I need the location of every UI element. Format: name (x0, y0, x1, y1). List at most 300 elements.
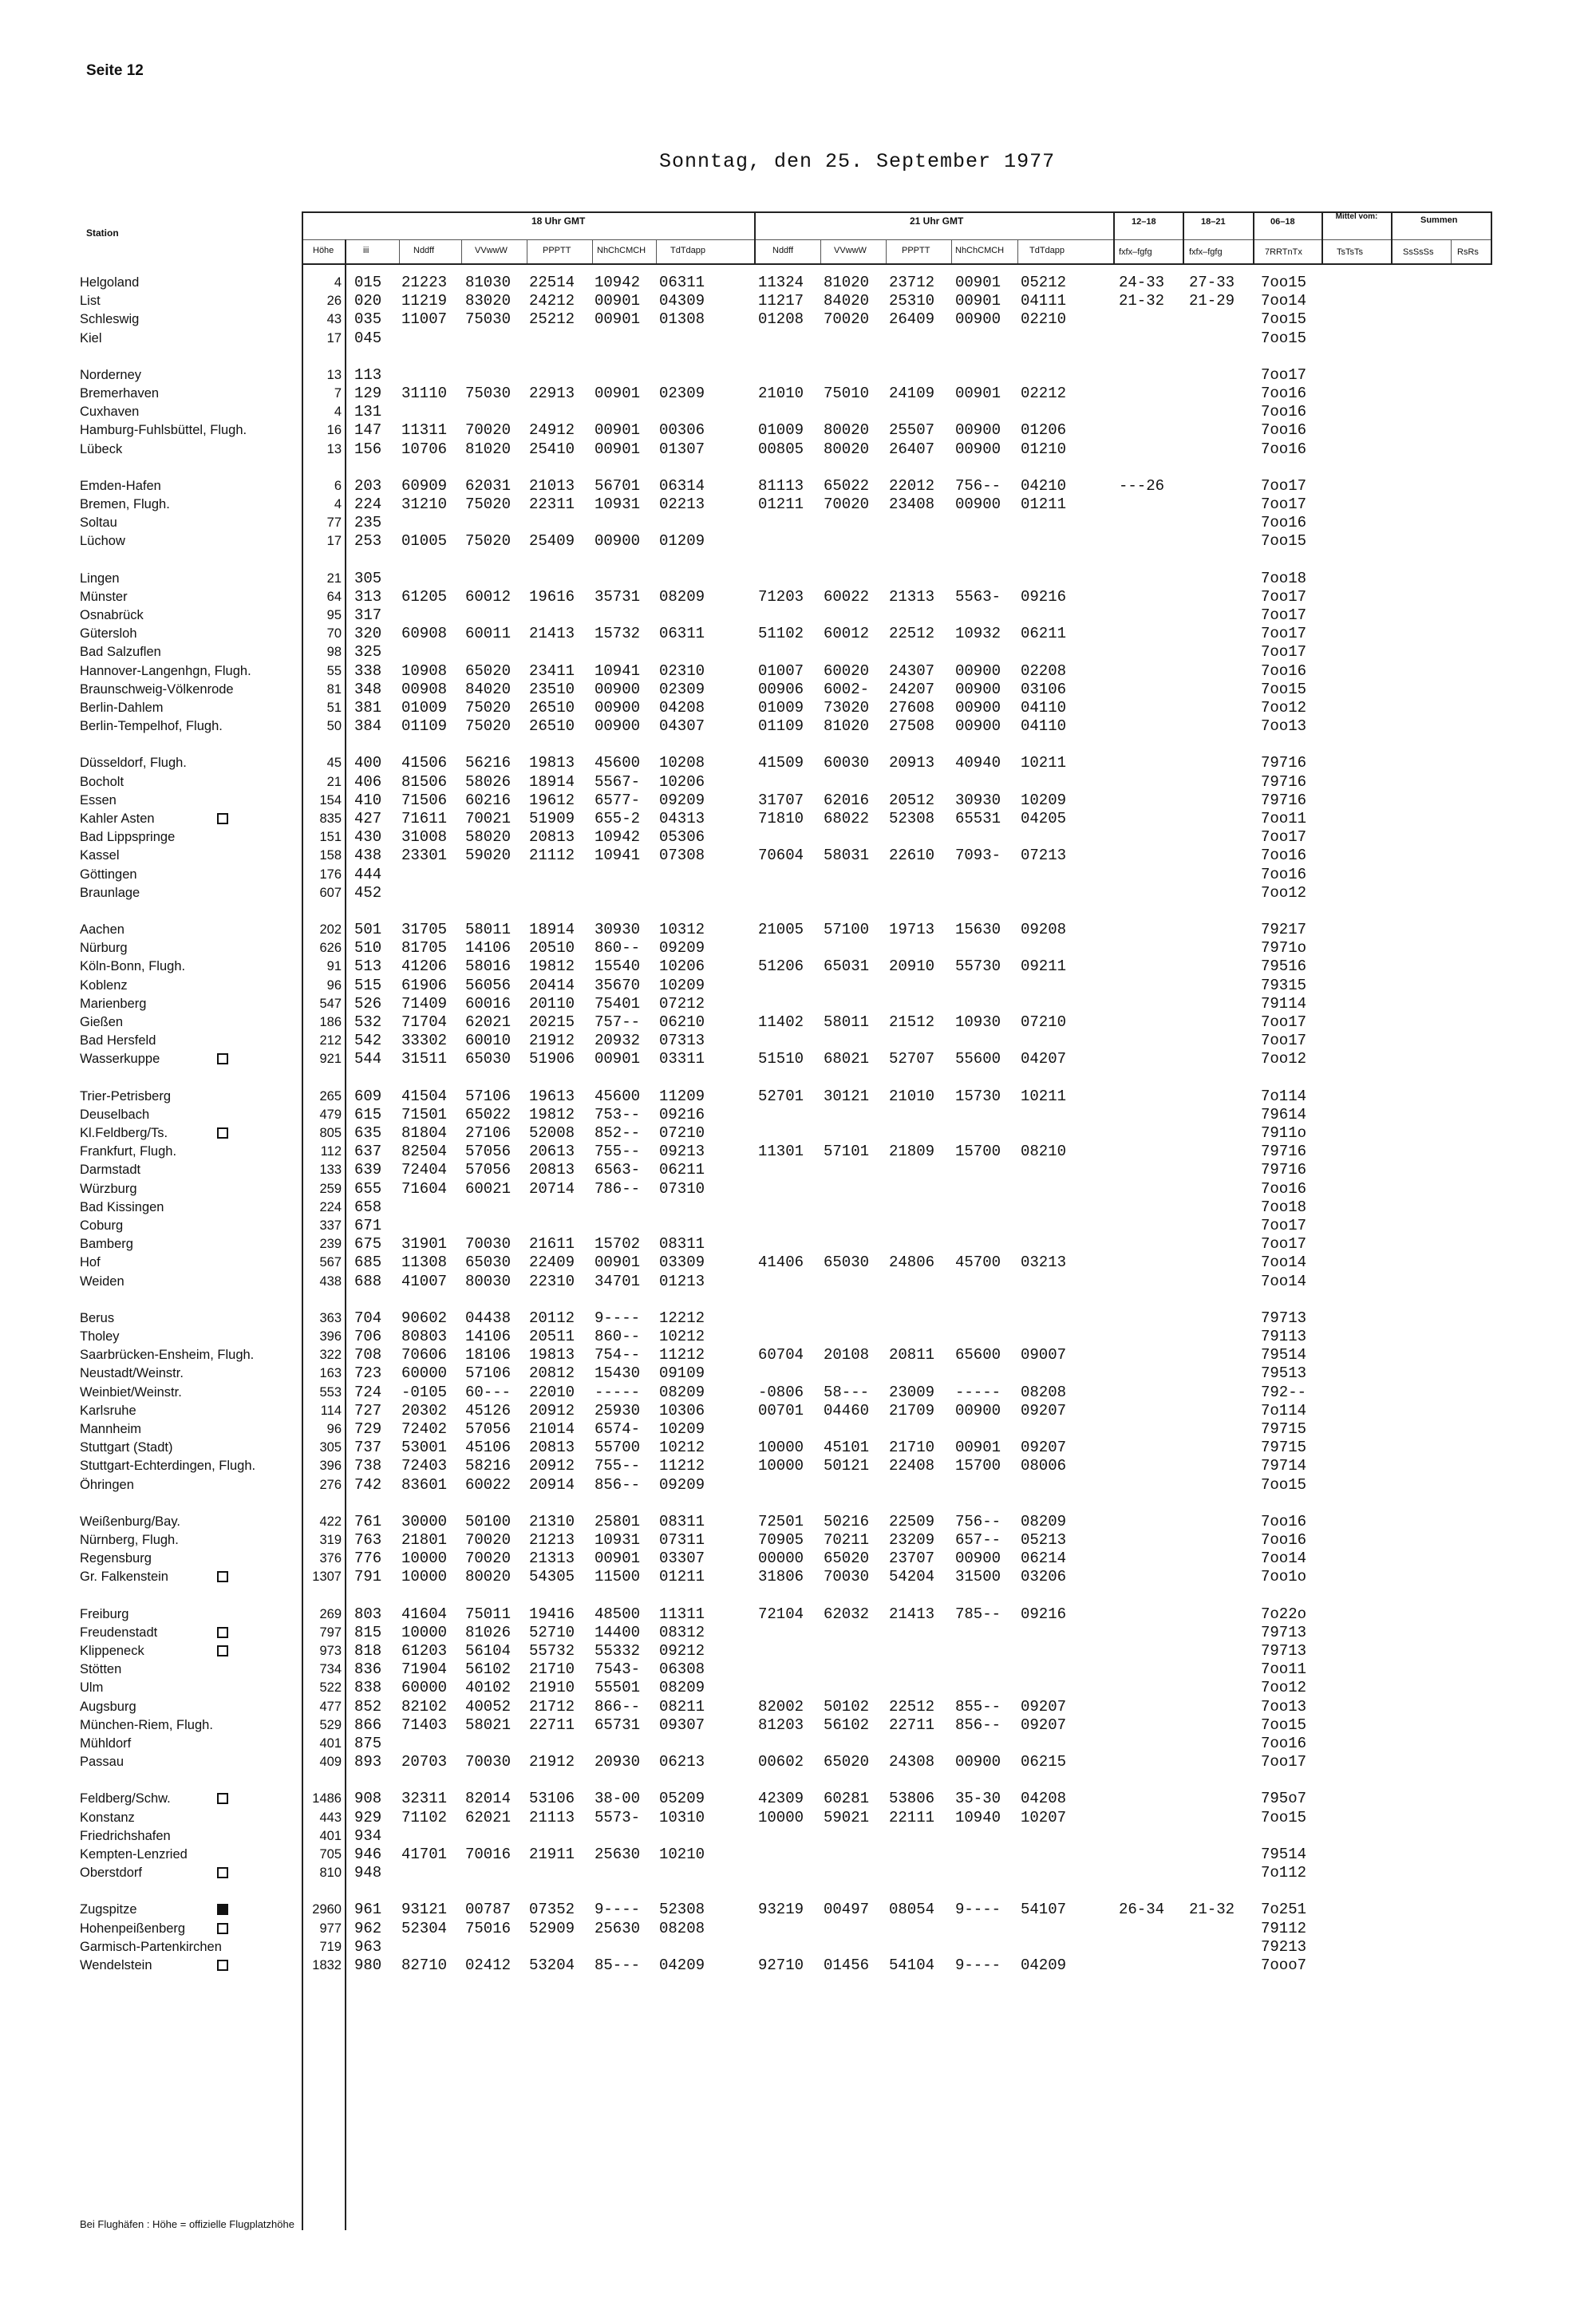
station-name: Mannheim (80, 1422, 142, 1436)
obs-18-value: 21310 (529, 1513, 575, 1530)
daily-value: 7oo12 (1261, 1679, 1307, 1696)
obs-18-value: 10931 (595, 1531, 641, 1549)
obs-18-value: 80803 (401, 1328, 448, 1345)
obs-21-value: 92710 (758, 1957, 804, 1974)
station-name: Würzburg (80, 1182, 137, 1196)
obs-18-value: 655-2 (595, 810, 641, 827)
table-row (0, 883, 1596, 902)
obs-18-value: 00901 (595, 1254, 641, 1271)
station-name: Oberstdorf (80, 1866, 142, 1880)
station-height: 1832 (312, 1958, 342, 1972)
header-mittel-sub: TsTsTs (1337, 247, 1363, 257)
station-height: 91 (326, 959, 342, 973)
obs-18-value: 65030 (465, 1050, 512, 1068)
station-name: Lüchow (80, 534, 125, 548)
daily-value: 7oo17 (1261, 643, 1307, 661)
table-row (0, 994, 1596, 1013)
obs-18-value: 14106 (465, 1328, 512, 1345)
table-row (0, 1438, 1596, 1457)
station-height: 363 (319, 1311, 342, 1325)
obs-18-value: 15430 (595, 1364, 641, 1382)
station-name: Bad Lippspringe (80, 830, 176, 844)
footnote: Bei Flughäfen : Höhe = offizielle Flugplatzhöhe (80, 2218, 294, 2230)
station-name: Marienberg (80, 997, 147, 1011)
table-row (0, 1789, 1596, 1808)
obs-21-value: 04207 (1021, 1050, 1067, 1068)
obs-18-value: 10306 (659, 1402, 705, 1420)
station-name: Weinbiet/Weinstr. (80, 1385, 182, 1400)
station-id: 724 (354, 1384, 382, 1401)
obs-18-value: 75020 (465, 699, 512, 717)
obs-18-value: 18914 (529, 773, 575, 791)
station-id: 381 (354, 699, 382, 717)
daily-value: 7oo16 (1261, 1180, 1307, 1198)
station-id: 325 (354, 643, 382, 661)
station-id: 430 (354, 828, 382, 846)
obs-18-value: 15732 (595, 625, 641, 642)
table-row (0, 1327, 1596, 1346)
daily-value: 79716 (1261, 773, 1307, 791)
daily-value: 7oo14 (1261, 1273, 1307, 1290)
station-name: Trier-Petrisberg (80, 1089, 171, 1104)
table-row (0, 1105, 1596, 1124)
obs-18-value: 20215 (529, 1013, 575, 1031)
station-id: 688 (354, 1273, 382, 1290)
table-row (0, 976, 1596, 995)
obs-18-value: 10209 (659, 977, 705, 994)
obs-18-value: 05306 (659, 828, 705, 846)
obs-18-value: 75030 (465, 310, 512, 328)
obs-21-value: 00602 (758, 1753, 804, 1771)
daily-value: 7o22o (1261, 1605, 1307, 1623)
obs-18-value: 08312 (659, 1624, 705, 1641)
obs-18-value: 19613 (529, 1088, 575, 1105)
station-id: 852 (354, 1698, 382, 1716)
table-row (0, 1345, 1596, 1364)
station-name: Hamburg-Fuhlsbüttel, Flugh. (80, 423, 247, 437)
obs-21-value: 04110 (1021, 717, 1067, 735)
obs-18-value: 04307 (659, 717, 705, 735)
station-height: 1486 (312, 1791, 342, 1806)
obs-21-value: 08208 (1021, 1384, 1067, 1401)
station-name: Kiel (80, 331, 102, 345)
table-row (0, 1401, 1596, 1420)
obs-18-value: 84020 (465, 681, 512, 698)
obs-18-value: 54305 (529, 1568, 575, 1585)
table-row (0, 1013, 1596, 1032)
obs-21-value: 21010 (758, 385, 804, 402)
obs-18-value: 19612 (529, 792, 575, 809)
obs-18-value: 10000 (401, 1550, 448, 1567)
daily-value: 7oo16 (1261, 385, 1307, 402)
obs-21-value: 00497 (824, 1901, 870, 1918)
station-id: 708 (354, 1346, 382, 1364)
table-row (0, 1956, 1596, 1975)
obs-21-value: 52701 (758, 1088, 804, 1105)
obs-18-value: 31110 (401, 385, 448, 402)
station-height: 921 (319, 1052, 342, 1066)
obs-21-value: 82002 (758, 1698, 804, 1716)
obs-18-value: 65020 (465, 662, 512, 680)
station-height: 547 (319, 997, 342, 1011)
obs-18-value: 20932 (595, 1032, 641, 1049)
obs-18-value: 20912 (529, 1402, 575, 1420)
station-height: 95 (326, 608, 342, 622)
obs-21-value: 01009 (758, 421, 804, 439)
obs-18-value: 83601 (401, 1476, 448, 1494)
obs-21-value: 03206 (1021, 1568, 1067, 1585)
obs-18-value: 753-- (595, 1106, 641, 1123)
station-name: Wendelstein (80, 1958, 152, 1972)
station-name: Klippeneck (80, 1644, 144, 1658)
station-id: 510 (354, 939, 382, 957)
station-name: Köln-Bonn, Flugh. (80, 959, 186, 973)
obs-18-value: 10206 (659, 773, 705, 791)
obs-18-value: 21014 (529, 1420, 575, 1438)
station-name: Zugspitze (80, 1902, 137, 1917)
obs-18-value: 23510 (529, 681, 575, 698)
table-row (0, 1549, 1596, 1568)
obs-18-value: 41007 (401, 1273, 448, 1290)
obs-18-value: 31705 (401, 921, 448, 938)
station-height: 305 (319, 1440, 342, 1455)
station-name: Koblenz (80, 978, 128, 993)
header-g2-col-4: TdTdapp (1029, 246, 1065, 255)
obs-18-value: 755-- (595, 1457, 641, 1475)
obs-21-value: 62032 (824, 1605, 870, 1623)
station-height: 176 (319, 867, 342, 882)
station-id: 203 (354, 477, 382, 495)
table-row (0, 1919, 1596, 1938)
obs-18-value: 11500 (595, 1568, 641, 1585)
table-row (0, 513, 1596, 532)
obs-21-value: 03106 (1021, 681, 1067, 698)
station-height: 1307 (312, 1570, 342, 1584)
obs-18-value: 06213 (659, 1753, 705, 1771)
obs-21-value: 08054 (889, 1901, 935, 1918)
table-row (0, 1752, 1596, 1771)
station-height: 6 (334, 479, 342, 493)
obs-21-value: 57100 (824, 921, 870, 938)
station-id: 729 (354, 1420, 382, 1438)
table-row (0, 495, 1596, 514)
obs-18-value: 09213 (659, 1143, 705, 1160)
station-id: 320 (354, 625, 382, 642)
obs-21-value: 10930 (955, 1013, 1001, 1031)
obs-21-value: 00901 (955, 1439, 1001, 1456)
table-row (0, 1272, 1596, 1291)
obs-21-value: 60012 (824, 625, 870, 642)
obs-18-value: 45126 (465, 1402, 512, 1420)
station-name: Bad Hersfeld (80, 1033, 156, 1048)
table-row (0, 827, 1596, 847)
gust-12-18: 21-32 (1119, 292, 1165, 310)
obs-21-value: 00900 (955, 681, 1001, 698)
station-id: 961 (354, 1901, 382, 1918)
daily-value: 7oo15 (1261, 274, 1307, 291)
obs-21-value: 21512 (889, 1013, 935, 1031)
obs-18-value: 20613 (529, 1143, 575, 1160)
obs-18-value: 20112 (529, 1309, 575, 1327)
obs-21-value: 58--- (824, 1384, 870, 1401)
obs-18-value: 22711 (529, 1716, 575, 1734)
obs-18-value: 21912 (529, 1753, 575, 1771)
obs-18-value: 85--- (595, 1957, 641, 1974)
daily-value: 7oo16 (1261, 440, 1307, 458)
station-height: 269 (319, 1607, 342, 1621)
station-height: 797 (319, 1625, 342, 1640)
obs-18-value: 71604 (401, 1180, 448, 1198)
daily-value: 7oo17 (1261, 366, 1307, 384)
obs-21-value: 21010 (889, 1088, 935, 1105)
obs-21-value: 56102 (824, 1716, 870, 1734)
station-height: 626 (319, 941, 342, 955)
station-height: 26 (326, 294, 342, 308)
obs-21-value: 00000 (758, 1550, 804, 1567)
open-square-icon (217, 1867, 228, 1878)
station-id: 836 (354, 1660, 382, 1678)
obs-21-value: 21413 (889, 1605, 935, 1623)
station-id: 866 (354, 1716, 382, 1734)
station-height: 705 (319, 1847, 342, 1862)
obs-21-value: 41509 (758, 754, 804, 772)
header-g2-col-3: NhChCMCH (955, 246, 1005, 255)
table-row (0, 1734, 1596, 1753)
obs-18-value: 09209 (659, 792, 705, 809)
obs-18-value: 10212 (659, 1439, 705, 1456)
obs-18-value: 58020 (465, 828, 512, 846)
obs-18-value: 60000 (401, 1679, 448, 1696)
table-row (0, 753, 1596, 772)
obs-21-value: 65020 (824, 1753, 870, 1771)
obs-18-value: 21113 (529, 1809, 575, 1826)
station-id: 704 (354, 1309, 382, 1327)
obs-18-value: 11209 (659, 1088, 705, 1105)
obs-18-value: 22310 (529, 1273, 575, 1290)
obs-18-value: 20912 (529, 1457, 575, 1475)
obs-21-value: 93219 (758, 1901, 804, 1918)
obs-18-value: 21413 (529, 625, 575, 642)
obs-18-value: 20930 (595, 1753, 641, 1771)
obs-21-value: 00900 (955, 1753, 1001, 1771)
table-row (0, 569, 1596, 588)
obs-21-value: 22111 (889, 1809, 935, 1826)
obs-21-value: 21710 (889, 1439, 935, 1456)
table-row (0, 791, 1596, 810)
daily-value: 7oo15 (1261, 1476, 1307, 1494)
obs-21-value: 22711 (889, 1716, 935, 1734)
obs-18-value: 786-- (595, 1180, 641, 1198)
obs-18-value: 81705 (401, 939, 448, 957)
obs-18-value: 20414 (529, 977, 575, 994)
station-name: Bremerhaven (80, 386, 160, 401)
obs-21-value: 65030 (824, 1254, 870, 1271)
obs-18-value: 32311 (401, 1790, 448, 1807)
obs-18-value: ----- (595, 1384, 641, 1401)
daily-value: 7oo16 (1261, 662, 1307, 680)
obs-18-value: 01109 (401, 717, 448, 735)
daily-value: 79114 (1261, 995, 1307, 1013)
obs-18-value: 83020 (465, 292, 512, 310)
table-row (0, 1253, 1596, 1272)
obs-18-value: 10310 (659, 1809, 705, 1826)
table-row (0, 809, 1596, 828)
station-id: 742 (354, 1476, 382, 1494)
obs-18-value: 45600 (595, 754, 641, 772)
obs-21-value: 21005 (758, 921, 804, 938)
obs-21-value: 21709 (889, 1402, 935, 1420)
station-id: 427 (354, 810, 382, 827)
header-group2: 21 Uhr GMT (910, 215, 964, 227)
obs-18-value: 23301 (401, 847, 448, 864)
station-height: 112 (320, 1144, 342, 1159)
obs-21-value: 11324 (758, 274, 804, 291)
obs-18-value: 12212 (659, 1309, 705, 1327)
obs-18-value: 21801 (401, 1531, 448, 1549)
obs-18-value: 20813 (529, 1439, 575, 1456)
station-name: Berlin-Tempelhof, Flugh. (80, 719, 223, 733)
obs-18-value: 35670 (595, 977, 641, 994)
obs-18-value: 25801 (595, 1513, 641, 1530)
obs-18-value: 00901 (595, 1050, 641, 1068)
table-row (0, 1900, 1596, 1919)
obs-18-value: 22913 (529, 385, 575, 402)
station-name: Kahler Asten (80, 811, 155, 826)
obs-21-value: 71203 (758, 588, 804, 606)
obs-18-value: 25410 (529, 440, 575, 458)
station-id: 400 (354, 754, 382, 772)
obs-21-value: 72501 (758, 1513, 804, 1530)
obs-21-value: 03213 (1021, 1254, 1067, 1271)
station-id: 156 (354, 440, 382, 458)
station-name: Bamberg (80, 1237, 133, 1251)
obs-21-value: 59021 (824, 1809, 870, 1826)
daily-value: 7oo11 (1261, 810, 1307, 827)
table-row (0, 624, 1596, 643)
obs-18-value: 57106 (465, 1088, 512, 1105)
station-height: 224 (319, 1200, 342, 1214)
obs-21-value: 45700 (955, 1254, 1001, 1271)
obs-21-value: 20811 (889, 1346, 935, 1364)
table-row (0, 1826, 1596, 1846)
obs-18-value: 01211 (659, 1568, 705, 1585)
obs-21-value: 53806 (889, 1790, 935, 1807)
obs-18-value: 23411 (529, 662, 575, 680)
obs-21-value: 05212 (1021, 274, 1067, 291)
station-height: 265 (319, 1089, 342, 1104)
table-row (0, 1845, 1596, 1864)
obs-21-value: 30121 (824, 1088, 870, 1105)
obs-21-value: 02210 (1021, 310, 1067, 328)
obs-18-value: 25930 (595, 1402, 641, 1420)
obs-21-value: 10000 (758, 1809, 804, 1826)
obs-18-value: 75030 (465, 385, 512, 402)
obs-18-value: 31210 (401, 496, 448, 513)
station-name: Öhringen (80, 1478, 134, 1492)
station-name: Berlin-Dahlem (80, 701, 164, 715)
obs-21-value: 55600 (955, 1050, 1001, 1068)
station-name: Ulm (80, 1680, 104, 1695)
obs-18-value: 09212 (659, 1642, 705, 1660)
obs-18-value: 00908 (401, 681, 448, 698)
obs-18-value: 71611 (401, 810, 448, 827)
obs-21-value: 70604 (758, 847, 804, 864)
obs-18-value: 08311 (659, 1513, 705, 1530)
obs-18-value: 11212 (659, 1346, 705, 1364)
obs-18-value: 20302 (401, 1402, 448, 1420)
daily-value: 79513 (1261, 1364, 1307, 1382)
open-square-icon (217, 1960, 228, 1971)
obs-18-value: 00900 (595, 681, 641, 698)
station-name: List (80, 294, 101, 308)
station-height: 396 (319, 1329, 342, 1344)
station-id: 224 (354, 496, 382, 513)
obs-18-value: 52308 (659, 1901, 705, 1918)
obs-18-value: 31511 (401, 1050, 448, 1068)
header-g2-col-0: Nddff (772, 246, 794, 255)
station-name: Darmstadt (80, 1163, 141, 1177)
obs-21-value: 20913 (889, 754, 935, 772)
obs-18-value: 18914 (529, 921, 575, 938)
station-id: 020 (354, 292, 382, 310)
obs-18-value: 07308 (659, 847, 705, 864)
obs-18-value: 10942 (595, 828, 641, 846)
obs-21-value: 75010 (824, 385, 870, 402)
header-g1-col-4: TdTdapp (670, 246, 706, 255)
obs-21-value: 15700 (955, 1457, 1001, 1475)
table-row (0, 1049, 1596, 1068)
obs-21-value: 54204 (889, 1568, 935, 1585)
station-height: 734 (319, 1662, 342, 1676)
obs-21-value: 22512 (889, 1698, 935, 1716)
obs-21-value: 5563- (955, 588, 1001, 606)
station-name: Kempten-Lenzried (80, 1847, 188, 1862)
page-label: Seite 12 (86, 62, 144, 79)
obs-21-value: ----- (955, 1384, 1001, 1401)
station-height: 719 (319, 1940, 342, 1954)
table-row (0, 1475, 1596, 1495)
obs-21-value: 9---- (955, 1901, 1001, 1918)
obs-18-value: 20510 (529, 939, 575, 957)
daily-value: 7ooo7 (1261, 1957, 1307, 1974)
table-row (0, 1123, 1596, 1143)
obs-21-value: 70211 (824, 1531, 870, 1549)
station-height: 607 (319, 886, 342, 900)
obs-18-value: 61205 (401, 588, 448, 606)
daily-value: 79716 (1261, 1161, 1307, 1179)
obs-18-value: 61906 (401, 977, 448, 994)
station-id: 738 (354, 1457, 382, 1475)
obs-21-value: 68021 (824, 1050, 870, 1068)
obs-18-value: 71102 (401, 1809, 448, 1826)
obs-18-value: 00901 (595, 385, 641, 402)
station-height: 7 (334, 386, 342, 401)
obs-21-value: 22408 (889, 1457, 935, 1475)
table-row (0, 1160, 1596, 1179)
obs-18-value: 70020 (465, 1550, 512, 1567)
obs-18-value: 18106 (465, 1346, 512, 1364)
obs-18-value: 755-- (595, 1143, 641, 1160)
station-id: 609 (354, 1088, 382, 1105)
station-height: 133 (319, 1163, 342, 1177)
obs-21-value: 52308 (889, 810, 935, 827)
station-id: 963 (354, 1938, 382, 1956)
obs-18-value: 56104 (465, 1642, 512, 1660)
obs-18-value: 70606 (401, 1346, 448, 1364)
station-height: 422 (319, 1514, 342, 1529)
table-row (0, 329, 1596, 348)
obs-21-value: 08209 (1021, 1513, 1067, 1530)
